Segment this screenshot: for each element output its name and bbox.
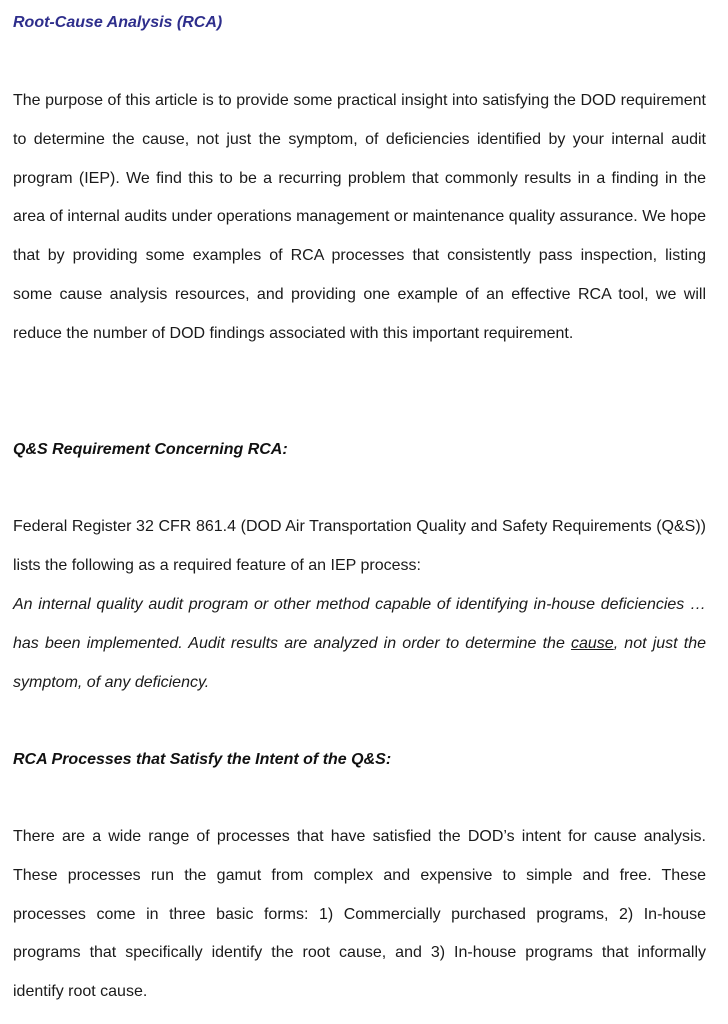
section-heading-qs-requirement: Q&S Requirement Concerning RCA:	[13, 441, 288, 458]
intro-paragraph: The purpose of this article is to provide some practical insight into satisfying the DOD requirement to determine the cause, not just the symptom, of deficiencies identified by your internal audit program (IEP). We find this to be a recurring problem that commonly results in a finding in the area of internal audits under operations management or maintenance quality assurance. We hope that by providing some examples of RCA processes that consistently pass inspection, listing some cause analysis resources, and providing one example of an effective RCA tool, we will reduce the number of DOD findings associated with this important requirement.	[13, 92, 706, 342]
federal-register-paragraph: Federal Register 32 CFR 861.4 (DOD Air Transportation Quality and Safety Requirements (Q&S)) lists the following as a required feature of an IEP process:	[13, 518, 706, 574]
section-heading-rca-processes: RCA Processes that Satisfy the Intent of the Q&S:	[13, 751, 392, 768]
quote-text-before: An internal quality audit program or other method capable of identifying in-house deficiencies … has been implemented. Audit results are analyzed in order to determine the	[13, 596, 706, 652]
document-title: Root-Cause Analysis (RCA)	[13, 14, 223, 31]
requirement-quote	[13, 586, 706, 702]
quote-text-after: , not just the symptom, of any deficiency.	[13, 634, 706, 691]
quote-emphasis-cause: cause	[571, 634, 614, 652]
rca-processes-paragraph: There are a wide range of processes that have satisfied the DOD’s intent for cause analysis. These processes run the gamut from complex and expensive to simple and free. These processes come in three basic forms: 1) Commercially purchased programs, 2) In-house programs that specifically identify the root cause, and 3) In-house programs that informally identify root cause.	[13, 828, 706, 1001]
